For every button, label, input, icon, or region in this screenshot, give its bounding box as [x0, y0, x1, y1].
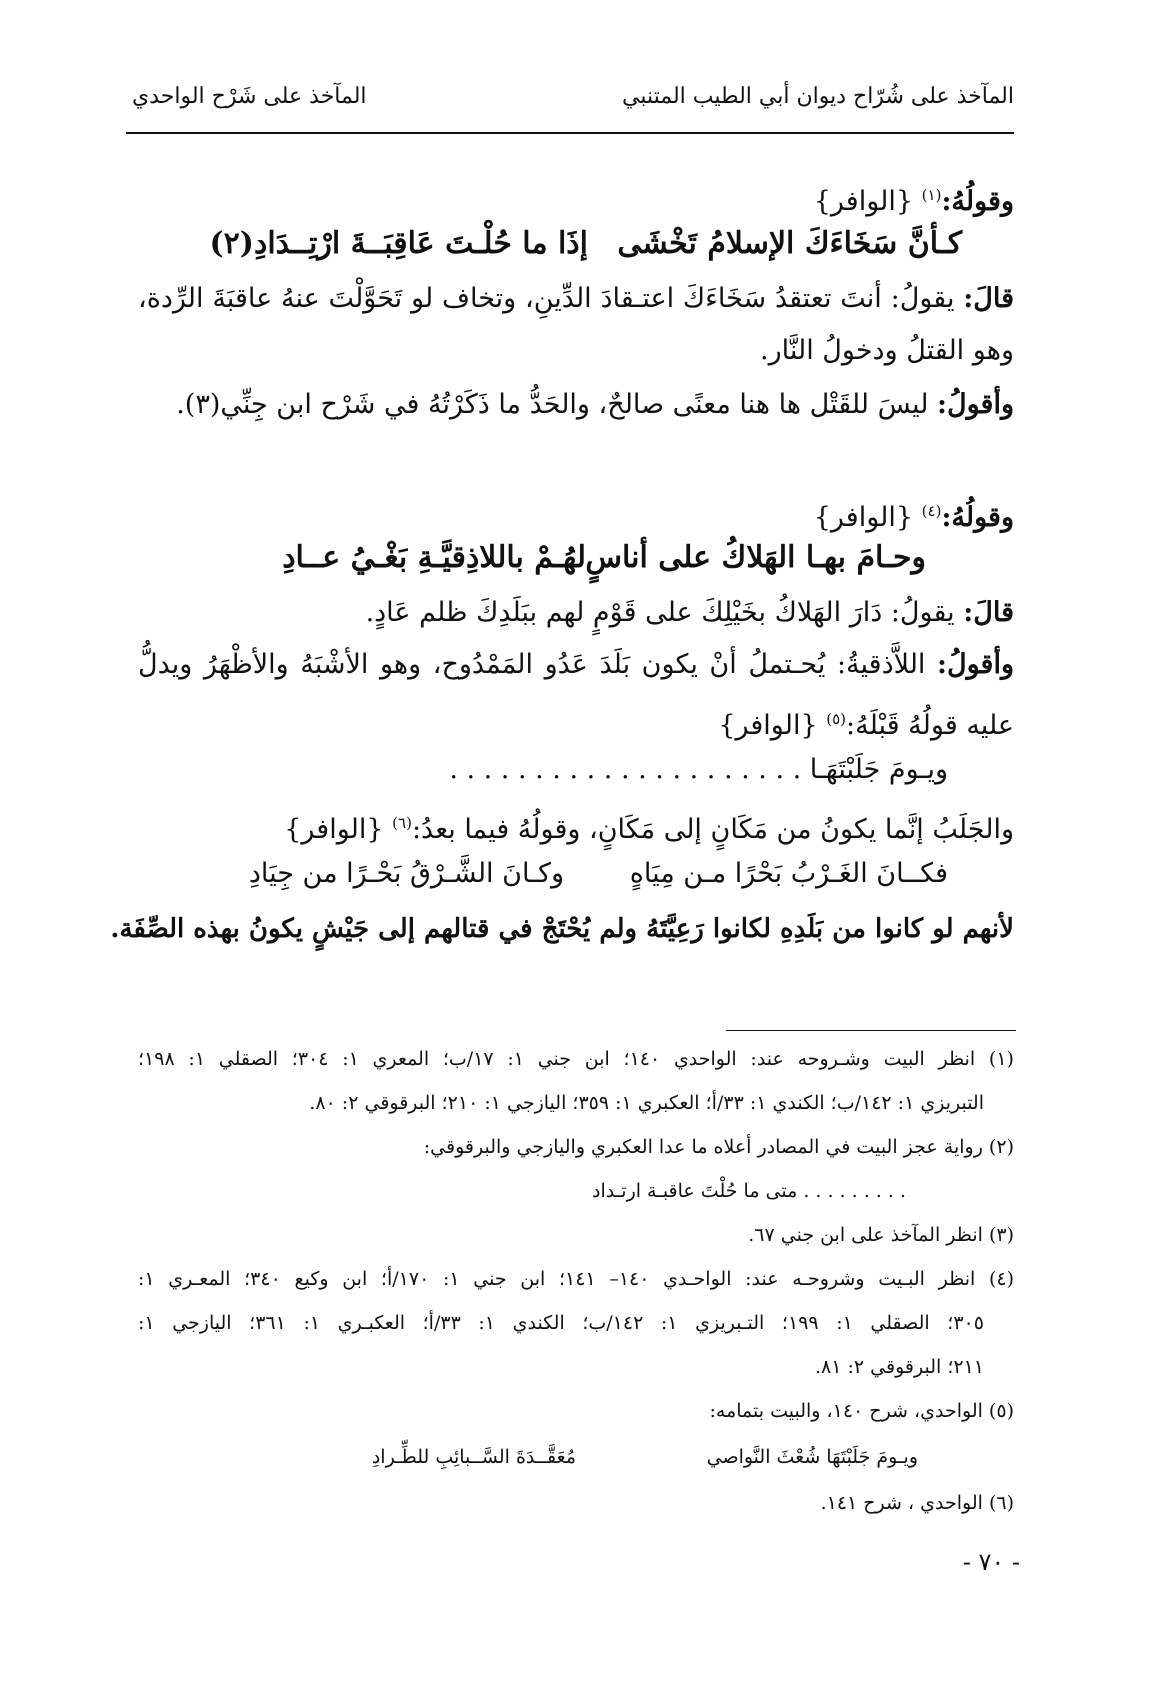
concluding-line: لأنهم لو كانوا من بَلَدِهِ لكانوا رَعِيَّتَهُ ولم يُحْتَجْ في قتالهم إلى جَيْشٍ يكونُ بهذه الصِّفَة. — [110, 914, 1014, 944]
aqul-text: ليسَ للقَتْل ها هنا معنًى صالحٌ، والحَدُّ ما ذَكَرْتُهُ في شَرْح ابن جِنِّي(٣). — [176, 389, 929, 420]
commentary-aqul-2 — [138, 648, 1014, 682]
footnote-ref: (٦) — [392, 814, 412, 832]
intro-label: وقولُهُ: — [941, 502, 1014, 533]
aqul-label: وأقولُ: — [937, 389, 1014, 420]
footnote-5-verse-first: ويـومَ جَلَبْتَهَا شُعْثَ النَّواصي — [706, 1446, 918, 1468]
page-number: - ٧٠ - — [962, 1548, 1020, 1576]
footnote-rule — [726, 1030, 1016, 1031]
footnote-1-line-1: (١) انظر البيت وشـروحه عند: الواحدي ١٤٠؛ ابن جني ١: ١٧/ب؛ المعري ١: ٣٠٤؛ الصقلي ١: ١٩٨؛ — [138, 1048, 1014, 1070]
footnote-3: (٣) انظر المآخذ على ابن جني ٦٧. — [748, 1224, 1014, 1246]
footnote-4-line-2: ٣٠٥؛ الصقلي ١: ١٩٩؛ التـبريزي ١: ١٤٢/ب؛ الكندي ١: ٣٣/أ؛ العكبـري ١: ٣٦١؛ اليازجي ١: — [138, 1312, 984, 1334]
meter-label: {الوافر} — [718, 710, 818, 741]
verse-1-first-hemistich: كـأنَّ سَخَاءَكَ الإسلامُ تَخْشَى — [617, 226, 962, 261]
commentary-aqul-2-cont — [718, 702, 1014, 743]
header-rule — [126, 132, 1014, 134]
footnote-ref: (٥) — [826, 710, 847, 728]
running-header-right: المآخذ على شُرّاح ديوان أبي الطيب المتنبي — [622, 84, 1014, 109]
meter-label: {الوافر} — [813, 186, 914, 217]
footnote-1-line-2: التبريزي ١: ١٤٢/ب؛ الكندي ١: ٣٣/أ؛ العكبري ١: ٣٥٩؛ اليازجي ١: ٢١٠؛ البرقوقي ٢: ٨٠. — [309, 1092, 984, 1114]
cont-text: عليه قولُهُ قَبْلَهُ: — [846, 710, 1014, 741]
quoted-verse-fragment: ويـومَ جَلَبْتَهَـا . . . . . . . . . . . . . . . . . . . . . — [449, 754, 948, 785]
commentary-qal-1-cont: وهو القتلُ ودخولُ النَّار. — [760, 335, 1014, 366]
footnote-4-line-1: (٤) انظر البـيت وشروحـه عند: الواحـدي ١٤٠– ١٤١؛ ابن جني ١: ١٧٠/أ؛ ابن وكيع ٣٤٠؛ المعـري ١: — [138, 1268, 1015, 1290]
footnote-2-verse: . . . . . . . . . متى ما حُلْتَ عاقبـة ارتـداد — [592, 1180, 906, 1202]
qal-label: قالَ: — [963, 283, 1014, 314]
aqul-text: اللاَّذقيةُ: يُحـتملُ أنْ يكون بَلَدَ عَدُو المَمْدُوح، وهو الأشْبَهُ والأظْهَرُ ويدلُّ — [138, 649, 926, 680]
commentary-qal-2 — [366, 596, 1014, 630]
verse-intro-2 — [814, 494, 1014, 535]
footnote-ref: (١) — [921, 186, 942, 204]
footnote-2-line-1: (٢) رواية عجز البيت في المصادر أعلاه ما عدا العكبري واليازجي والبرقوقي: — [423, 1136, 1014, 1158]
aqul-label: وأقولُ: — [937, 649, 1014, 680]
jalab-commentary — [284, 806, 1014, 847]
qal-text: يقولُ: دَارَ الهَلاكُ بخَيْلِكَ على قَوْمٍ لهم ببَلَدِكَ ظلم عَادٍ. — [365, 597, 955, 628]
qal-label: قالَ: — [963, 597, 1014, 628]
footnote-4-line-3: ٢١١؛ البرقوقي ٢: ٨١. — [815, 1356, 984, 1378]
footnote-ref: (٤) — [921, 502, 942, 520]
footnote-5-verse-second: مُعَقَّــدَةَ السَّــبائِبِ للطِّـرادِ — [371, 1446, 576, 1468]
verse-3-first-hemistich: فكــانَ الغَـرْبُ بَحْرًا مـن مِيَاهٍ — [629, 858, 948, 889]
qal-text: يقولُ: أنتَ تعتقدُ سَخَاءَكَ اعتـقادَ الدِّينِ، وتخاف لو تَحَوَّلْتَ عنهُ عاقبَةَ الرِّدة، — [138, 283, 955, 314]
intro-label: وقولُهُ: — [941, 186, 1014, 217]
verse-intro-1 — [814, 178, 1014, 219]
footnote-5-line-1: (٥) الواحدي، شرح ١٤٠، والبيت بتمامه: — [709, 1400, 1014, 1422]
running-header-left: المآخذ على شَرْح الواحدي — [132, 84, 367, 109]
commentary-aqul-1 — [176, 388, 1014, 422]
commentary-qal-1 — [138, 282, 1014, 316]
verse-1-second-hemistich: إذَا ما حُلْـتَ عَاقِبَــةَ ارْتِــدَادِ(٢) — [209, 226, 588, 261]
meter-label: {الوافر} — [284, 814, 384, 845]
jalab-text: والجَلَبُ إنَّما يكونُ من مَكَانٍ إلى مَكَانٍ، وقولُهُ فيما بعدُ: — [411, 814, 1014, 845]
verse-2-second-hemistich: لهُـمْ باللاذِقيَّـةِ بَغْـيُ عــادِ — [282, 540, 586, 575]
meter-label: {الوافر} — [813, 502, 914, 533]
footnote-6: (٦) الواحدي ، شرح ١٤١. — [820, 1492, 1014, 1514]
verse-2-first-hemistich: وحـامَ بهـا الهَلاكُ على أناسٍ — [585, 540, 926, 575]
verse-3-second-hemistich: وكـانَ الشَّـرْقُ بَحْـرًا من جِيَادِ — [248, 858, 564, 889]
